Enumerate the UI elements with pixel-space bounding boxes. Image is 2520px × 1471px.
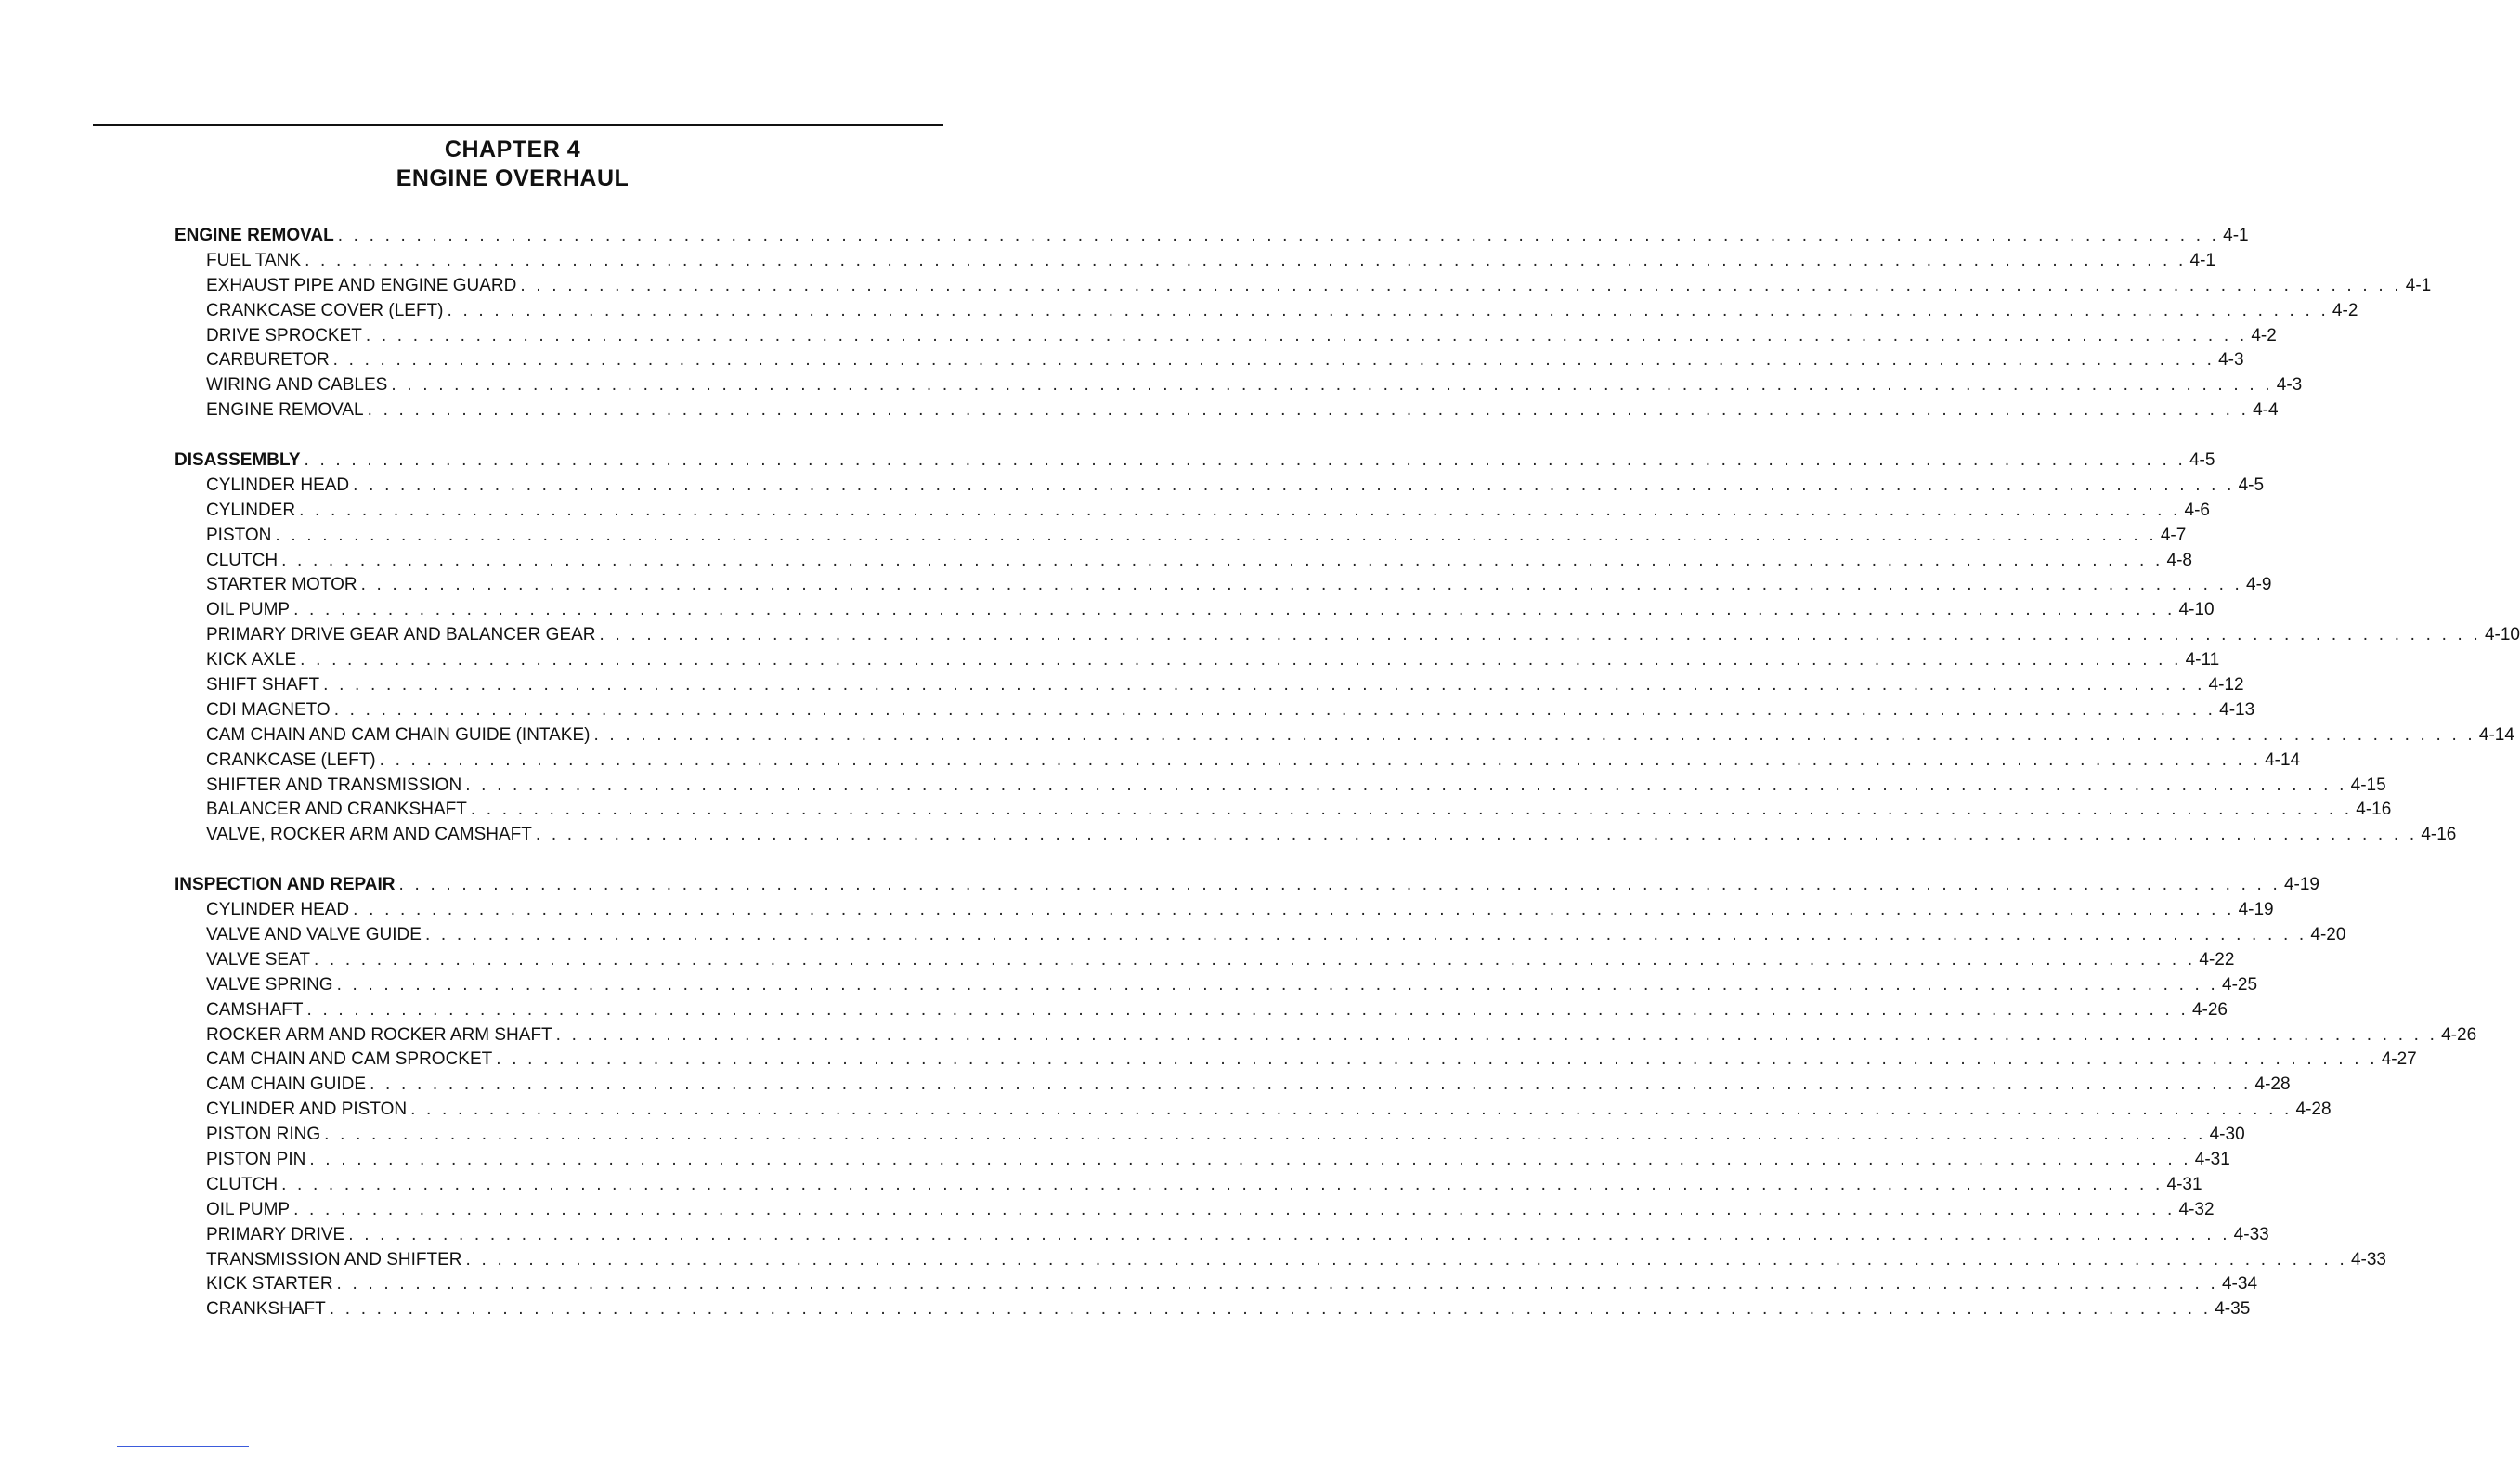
toc-entry-page: 4-22: [2199, 949, 2235, 970]
toc-entry-label: KICK AXLE: [206, 650, 297, 670]
toc-entry-label: CLUTCH: [206, 1174, 279, 1194]
toc-entry-page: 4-3: [2276, 375, 2303, 396]
toc-entry: [175, 274, 2432, 299]
dot-leader: . . . . . . . . . . . . . . . . . . . . . . . . . . . . . . . . . . . . . . . . . . . . . . . . . . . . . . . . . . . . . . . . . . . . . . . . . . . . . . . . . . . . . . . . . . . . . . . . . . . . . . . . . . . . . . . . . . . . . . . .: [348, 1224, 2230, 1244]
toc-section: [175, 873, 2477, 1322]
dot-leader: . . . . . . . . . . . . . . . . . . . . . . . . . . . . . . . . . . . . . . . . . . . . . . . . . . . . . . . . . . . . . . . . . . . . . . . . . . . . . . . . . . . . . . . . . . . . . . . . . . . . . . . . . . . . . . . . . . . . . . . .: [353, 475, 2235, 495]
toc-entry: [175, 1098, 2332, 1123]
toc-entry: [175, 573, 2272, 598]
toc-entry: [175, 598, 2215, 623]
dot-leader: . . . . . . . . . . . . . . . . . . . . . . . . . . . . . . . . . . . . . . . . . . . . . . . . . . . . . . . . . . . . . . . . . . . . . . . . . . . . . . . . . . . . . . . . . . . . . . . . . . . . . . . . . . . . . . . . . . . . . . . .: [535, 825, 2418, 845]
toc-entry-label: ENGINE REMOVAL: [206, 400, 364, 421]
toc-entry-label: OIL PUMP: [206, 1199, 291, 1219]
dot-leader: . . . . . . . . . . . . . . . . . . . . . . . . . . . . . . . . . . . . . . . . . . . . . . . . . . . . . . . . . . . . . . . . . . . . . . . . . . . . . . . . . . . . . . . . . . . . . . . . . . . . . . . . . . . . . . . . . . . . . . . .: [496, 1049, 2378, 1070]
toc-entry-page: 4-35: [2215, 1299, 2251, 1320]
toc-entry-page: 4-4: [2253, 400, 2279, 421]
toc-entry: [175, 923, 2346, 948]
toc-entry-label: PISTON: [206, 525, 272, 545]
toc-entry-page: 4-7: [2160, 525, 2187, 545]
toc-entry-label: SHIFTER AND TRANSMISSION: [206, 775, 462, 795]
toc-entry-page: 4-14: [2478, 724, 2514, 745]
toc-entry: [175, 1223, 2269, 1248]
toc-entry-page: 4-33: [2233, 1224, 2269, 1244]
toc-entry-label: CYLINDER AND PISTON: [206, 1100, 408, 1120]
toc-entry-label: VALVE AND VALVE GUIDE: [206, 924, 422, 944]
toc-entry: [175, 673, 2244, 698]
toc-entry-page: 4-8: [2166, 550, 2192, 570]
toc-entry: [175, 1023, 2477, 1048]
toc-entry-page: 4-28: [2254, 1074, 2291, 1095]
dot-leader: . . . . . . . . . . . . . . . . . . . . . . . . . . . . . . . . . . . . . . . . . . . . . . . . . . . . . . . . . . . . . . . . . . . . . . . . . . . . . . . . . . . . . . . . . . . . . . . . . . . . . . . . . . . . . . . . . . . . . . . .: [336, 1274, 2218, 1295]
dot-leader: . . . . . . . . . . . . . . . . . . . . . . . . . . . . . . . . . . . . . . . . . . . . . . . . . . . . . . . . . . . . . . . . . . . . . . . . . . . . . . . . . . . . . . . . . . . . . . . . . . . . . . . . . . . . . . . . . . . . . . . .: [304, 450, 2186, 471]
toc-entry-page: 4-1: [2223, 226, 2249, 245]
toc-entry: [175, 823, 2457, 848]
toc-entry-page: 4-31: [2166, 1174, 2202, 1194]
toc-entry-label: PRIMARY DRIVE: [206, 1224, 345, 1244]
toc-entry: [175, 1048, 2417, 1073]
toc-entry-label: CRANKSHAFT: [206, 1299, 326, 1320]
toc-entry: [175, 998, 2228, 1023]
toc-entry-label: DISASSEMBLY: [175, 450, 301, 471]
toc-entry-page: 4-25: [2222, 974, 2258, 995]
toc-entry-page: 4-34: [2221, 1274, 2258, 1295]
toc-entry-label: EXHAUST PIPE AND ENGINE GUARD: [206, 275, 517, 295]
dot-leader: . . . . . . . . . . . . . . . . . . . . . . . . . . . . . . . . . . . . . . . . . . . . . . . . . . . . . . . . . . . . . . . . . . . . . . . . . . . . . . . . . . . . . . . . . . . . . . . . . . . . . . . . . . . . . . . . . . . . . . . .: [336, 974, 2218, 995]
toc-entry-page: 4-10: [2178, 600, 2215, 620]
toc-entry-label: CAM CHAIN AND CAM CHAIN GUIDE (INTAKE): [206, 724, 591, 745]
toc-entry: [175, 1272, 2258, 1297]
toc-entry: [175, 1297, 2251, 1322]
toc-section-heading: [175, 873, 2319, 898]
toc-entry: [175, 774, 2386, 799]
dot-leader: . . . . . . . . . . . . . . . . . . . . . . . . . . . . . . . . . . . . . . . . . . . . . . . . . . . . . . . . . . . . . . . . . . . . . . . . . . . . . . . . . . . . . . . . . . . . . . . . . . . . . . . . . . . . . . . . . . . . . . . .: [337, 226, 2220, 245]
dot-leader: . . . . . . . . . . . . . . . . . . . . . . . . . . . . . . . . . . . . . . . . . . . . . . . . . . . . . . . . . . . . . . . . . . . . . . . . . . . . . . . . . . . . . . . . . . . . . . . . . . . . . . . . . . . . . . . . . . . . . . . .: [447, 300, 2329, 320]
toc-entry: [175, 324, 2277, 349]
toc-entry: [175, 549, 2192, 574]
toc-entry-label: STARTER MOTOR: [206, 575, 357, 595]
toc-entry-page: 4-11: [2185, 650, 2220, 670]
toc-entry-page: 4-10: [2484, 625, 2520, 645]
toc-entry-page: 4-13: [2219, 699, 2255, 720]
dot-leader: . . . . . . . . . . . . . . . . . . . . . . . . . . . . . . . . . . . . . . . . . . . . . . . . . . . . . . . . . . . . . . . . . . . . . . . . . . . . . . . . . . . . . . . . . . . . . . . . . . . . . . . . . . . . . . . . . . . . . . . .: [313, 949, 2196, 970]
toc-entry: [175, 749, 2301, 774]
toc-entry-label: OIL PUMP: [206, 600, 291, 620]
chapter-title: ENGINE OVERHAUL: [396, 165, 630, 191]
toc-entry: [175, 623, 2520, 648]
toc-section-heading: [175, 224, 2249, 249]
toc-section: [175, 449, 2520, 848]
toc-entry-page: 4-33: [2350, 1249, 2386, 1269]
toc-entry-label: CYLINDER: [206, 500, 296, 520]
toc-entry-page: 4-32: [2178, 1199, 2215, 1219]
dot-leader: . . . . . . . . . . . . . . . . . . . . . . . . . . . . . . . . . . . . . . . . . . . . . . . . . . . . . . . . . . . . . . . . . . . . . . . . . . . . . . . . . . . . . . . . . . . . . . . . . . . . . . . . . . . . . . . . . . . . . . . .: [391, 375, 2273, 396]
toc-entry-page: 4-28: [2295, 1100, 2332, 1120]
dot-leader: . . . . . . . . . . . . . . . . . . . . . . . . . . . . . . . . . . . . . . . . . . . . . . . . . . . . . . . . . . . . . . . . . . . . . . . . . . . . . . . . . . . . . . . . . . . . . . . . . . . . . . . . . . . . . . . . . . . . . . . .: [424, 924, 2307, 944]
dot-leader: . . . . . . . . . . . . . . . . . . . . . . . . . . . . . . . . . . . . . . . . . . . . . . . . . . . . . . . . . . . . . . . . . . . . . . . . . . . . . . . . . . . . . . . . . . . . . . . . . . . . . . . . . . . . . . . . . . . . . . . .: [305, 250, 2187, 270]
toc-entry-label: WIRING AND CABLES: [206, 375, 388, 396]
dot-leader: . . . . . . . . . . . . . . . . . . . . . . . . . . . . . . . . . . . . . . . . . . . . . . . . . . . . . . . . . . . . . . . . . . . . . . . . . . . . . . . . . . . . . . . . . . . . . . . . . . . . . . . . . . . . . . . . . . . . . . . .: [300, 650, 2182, 670]
toc-entry-page: 4-14: [2265, 749, 2301, 770]
toc-entry-label: ENGINE REMOVAL: [175, 226, 334, 245]
toc-entry-label: PISTON PIN: [206, 1149, 306, 1169]
toc-entry-label: SHIFT SHAFT: [206, 675, 320, 696]
toc-entry-page: 4-19: [2283, 875, 2319, 895]
dot-leader: . . . . . . . . . . . . . . . . . . . . . . . . . . . . . . . . . . . . . . . . . . . . . . . . . . . . . . . . . . . . . . . . . . . . . . . . . . . . . . . . . . . . . . . . . . . . . . . . . . . . . . . . . . . . . . . . . . . . . . . .: [281, 1174, 2163, 1194]
toc-entry-label: BALANCER AND CRANKSHAFT: [206, 800, 467, 820]
toc-entry: [175, 1198, 2215, 1223]
toc-entry-label: INSPECTION AND REPAIR: [175, 875, 396, 895]
toc-entry-label: FUEL TANK: [206, 250, 302, 270]
toc-entry: [175, 648, 2220, 673]
dot-leader: . . . . . . . . . . . . . . . . . . . . . . . . . . . . . . . . . . . . . . . . . . . . . . . . . . . . . . . . . . . . . . . . . . . . . . . . . . . . . . . . . . . . . . . . . . . . . . . . . . . . . . . . . . . . . . . . . . . . . . . .: [329, 1299, 2212, 1320]
toc-entry-label: CYLINDER HEAD: [206, 475, 350, 495]
toc-entry-label: VALVE SPRING: [206, 974, 333, 995]
dot-leader: . . . . . . . . . . . . . . . . . . . . . . . . . . . . . . . . . . . . . . . . . . . . . . . . . . . . . . . . . . . . . . . . . . . . . . . . . . . . . . . . . . . . . . . . . . . . . . . . . . . . . . . . . . . . . . . . . . . . . . . .: [306, 999, 2189, 1020]
toc-entry-page: 4-19: [2238, 900, 2274, 920]
toc-entry: [175, 499, 2210, 524]
toc-entry: [175, 474, 2265, 499]
toc-entry-page: 4-5: [2238, 475, 2265, 495]
toc-entry-page: 4-27: [2381, 1049, 2417, 1070]
toc-entry-page: 4-6: [2184, 500, 2210, 520]
toc-entry-label: PRIMARY DRIVE GEAR AND BALANCER GEAR: [206, 625, 596, 645]
dot-leader: . . . . . . . . . . . . . . . . . . . . . . . . . . . . . . . . . . . . . . . . . . . . . . . . . . . . . . . . . . . . . . . . . . . . . . . . . . . . . . . . . . . . . . . . . . . . . . . . . . . . . . . . . . . . . . . . . . . . . . . .: [323, 675, 2205, 696]
toc-entry-page: 4-26: [2441, 1024, 2477, 1045]
toc-entry-page: 4-2: [2332, 300, 2358, 320]
dot-leader: . . . . . . . . . . . . . . . . . . . . . . . . . . . . . . . . . . . . . . . . . . . . . . . . . . . . . . . . . . . . . . . . . . . . . . . . . . . . . . . . . . . . . . . . . . . . . . . . . . . . . . . . . . . . . . . . . . . . . . . .: [332, 350, 2215, 371]
dot-leader: . . . . . . . . . . . . . . . . . . . . . . . . . . . . . . . . . . . . . . . . . . . . . . . . . . . . . . . . . . . . . . . . . . . . . . . . . . . . . . . . . . . . . . . . . . . . . . . . . . . . . . . . . . . . . . . . . . . . . . . .: [370, 1074, 2252, 1095]
toc-entry: [175, 373, 2303, 398]
dot-leader: . . . . . . . . . . . . . . . . . . . . . . . . . . . . . . . . . . . . . . . . . . . . . . . . . . . . . . . . . . . . . . . . . . . . . . . . . . . . . . . . . . . . . . . . . . . . . . . . . . . . . . . . . . . . . . . . . . . . . . . .: [410, 1100, 2293, 1120]
toc-entry-label: TRANSMISSION AND SHIFTER: [206, 1249, 462, 1269]
toc-entry: [175, 723, 2514, 749]
toc-entry-page: 4-2: [2251, 325, 2277, 345]
dot-leader: . . . . . . . . . . . . . . . . . . . . . . . . . . . . . . . . . . . . . . . . . . . . . . . . . . . . . . . . . . . . . . . . . . . . . . . . . . . . . . . . . . . . . . . . . . . . . . . . . . . . . . . . . . . . . . . . . . . . . . . .: [470, 800, 2353, 820]
toc-entry-page: 4-15: [2350, 775, 2386, 795]
toc-entry: [175, 948, 2235, 973]
toc-entry-label: CAMSHAFT: [206, 999, 304, 1020]
toc-entry: [175, 348, 2244, 373]
toc-entry-label: ROCKER ARM AND ROCKER ARM SHAFT: [206, 1024, 552, 1045]
toc-entry: [175, 898, 2274, 923]
toc-entry: [175, 973, 2258, 998]
dot-leader: . . . . . . . . . . . . . . . . . . . . . . . . . . . . . . . . . . . . . . . . . . . . . . . . . . . . . . . . . . . . . . . . . . . . . . . . . . . . . . . . . . . . . . . . . . . . . . . . . . . . . . . . . . . . . . . . . . . . . . . .: [333, 699, 2216, 720]
dot-leader: . . . . . . . . . . . . . . . . . . . . . . . . . . . . . . . . . . . . . . . . . . . . . . . . . . . . . . . . . . . . . . . . . . . . . . . . . . . . . . . . . . . . . . . . . . . . . . . . . . . . . . . . . . . . . . . . . . . . . . . .: [465, 1249, 2347, 1269]
toc-entry-page: 4-9: [2246, 575, 2272, 595]
dot-leader: . . . . . . . . . . . . . . . . . . . . . . . . . . . . . . . . . . . . . . . . . . . . . . . . . . . . . . . . . . . . . . . . . . . . . . . . . . . . . . . . . . . . . . . . . . . . . . . . . . . . . . . . . . . . . . . . . . . . . . . .: [275, 525, 2157, 545]
toc-entry: [175, 299, 2358, 324]
dot-leader: . . . . . . . . . . . . . . . . . . . . . . . . . . . . . . . . . . . . . . . . . . . . . . . . . . . . . . . . . . . . . . . . . . . . . . . . . . . . . . . . . . . . . . . . . . . . . . . . . . . . . . . . . . . . . . . . . . . . . . . .: [309, 1149, 2191, 1169]
toc-entry-page: 4-3: [2218, 350, 2244, 371]
dot-leader: . . . . . . . . . . . . . . . . . . . . . . . . . . . . . . . . . . . . . . . . . . . . . . . . . . . . . . . . . . . . . . . . . . . . . . . . . . . . . . . . . . . . . . . . . . . . . . . . . . . . . . . . . . . . . . . . . . . . . . . .: [299, 500, 2181, 520]
toc-entry-label: CLUTCH: [206, 550, 279, 570]
toc-entry-label: CRANKCASE (LEFT): [206, 749, 376, 770]
toc-entry-label: CARBURETOR: [206, 350, 330, 371]
toc-entry-label: KICK STARTER: [206, 1274, 333, 1295]
toc-entry: [175, 1173, 2202, 1198]
toc-entry: [175, 1248, 2386, 1273]
toc-entry: [175, 698, 2255, 723]
toc-entry: [175, 1148, 2230, 1173]
dot-leader: . . . . . . . . . . . . . . . . . . . . . . . . . . . . . . . . . . . . . . . . . . . . . . . . . . . . . . . . . . . . . . . . . . . . . . . . . . . . . . . . . . . . . . . . . . . . . . . . . . . . . . . . . . . . . . . . . . . . . . . .: [465, 775, 2347, 795]
toc-entry-label: VALVE, ROCKER ARM AND CAMSHAFT: [206, 825, 532, 845]
toc-entry: [175, 798, 2392, 823]
dot-leader: . . . . . . . . . . . . . . . . . . . . . . . . . . . . . . . . . . . . . . . . . . . . . . . . . . . . . . . . . . . . . . . . . . . . . . . . . . . . . . . . . . . . . . . . . . . . . . . . . . . . . . . . . . . . . . . . . . . . . . . .: [293, 600, 2176, 620]
toc-entry-page: 4-1: [2189, 250, 2215, 270]
toc-entry-page: 4-20: [2310, 924, 2346, 944]
dot-leader: . . . . . . . . . . . . . . . . . . . . . . . . . . . . . . . . . . . . . . . . . . . . . . . . . . . . . . . . . . . . . . . . . . . . . . . . . . . . . . . . . . . . . . . . . . . . . . . . . . . . . . . . . . . . . . . . . . . . . . . .: [293, 1199, 2176, 1219]
toc-entry-label: DRIVE SPROCKET: [206, 325, 362, 345]
toc-section: [175, 224, 2432, 423]
dot-leader: . . . . . . . . . . . . . . . . . . . . . . . . . . . . . . . . . . . . . . . . . . . . . . . . . . . . . . . . . . . . . . . . . . . . . . . . . . . . . . . . . . . . . . . . . . . . . . . . . . . . . . . . . . . . . . . . . . . . . . . .: [367, 400, 2250, 421]
chapter-heading: [0, 136, 1025, 193]
toc-section-heading: [175, 449, 2215, 474]
toc-entry-label: CRANKCASE COVER (LEFT): [206, 300, 444, 320]
bottom-link-underline: [117, 1446, 249, 1447]
toc-entry: [175, 398, 2279, 423]
dot-leader: . . . . . . . . . . . . . . . . . . . . . . . . . . . . . . . . . . . . . . . . . . . . . . . . . . . . . . . . . . . . . . . . . . . . . . . . . . . . . . . . . . . . . . . . . . . . . . . . . . . . . . . . . . . . . . . . . . . . . . . .: [593, 724, 2475, 745]
toc-entry-page: 4-1: [2405, 275, 2432, 295]
chapter-number: CHAPTER 4: [444, 137, 581, 163]
toc-entry-page: 4-31: [2194, 1149, 2230, 1169]
dot-leader: . . . . . . . . . . . . . . . . . . . . . . . . . . . . . . . . . . . . . . . . . . . . . . . . . . . . . . . . . . . . . . . . . . . . . . . . . . . . . . . . . . . . . . . . . . . . . . . . . . . . . . . . . . . . . . . . . . . . . . . .: [281, 550, 2163, 570]
toc-entry: [175, 524, 2187, 549]
toc-entry-page: 4-12: [2208, 675, 2244, 696]
toc-entry-page: 4-26: [2191, 999, 2228, 1020]
dot-leader: . . . . . . . . . . . . . . . . . . . . . . . . . . . . . . . . . . . . . . . . . . . . . . . . . . . . . . . . . . . . . . . . . . . . . . . . . . . . . . . . . . . . . . . . . . . . . . . . . . . . . . . . . . . . . . . . . . . . . . . .: [555, 1024, 2438, 1045]
dot-leader: . . . . . . . . . . . . . . . . . . . . . . . . . . . . . . . . . . . . . . . . . . . . . . . . . . . . . . . . . . . . . . . . . . . . . . . . . . . . . . . . . . . . . . . . . . . . . . . . . . . . . . . . . . . . . . . . . . . . . . . .: [520, 275, 2402, 295]
toc-entry-label: CAM CHAIN GUIDE: [206, 1074, 367, 1095]
dot-leader: . . . . . . . . . . . . . . . . . . . . . . . . . . . . . . . . . . . . . . . . . . . . . . . . . . . . . . . . . . . . . . . . . . . . . . . . . . . . . . . . . . . . . . . . . . . . . . . . . . . . . . . . . . . . . . . . . . . . . . . .: [599, 625, 2481, 645]
dot-leader: . . . . . . . . . . . . . . . . . . . . . . . . . . . . . . . . . . . . . . . . . . . . . . . . . . . . . . . . . . . . . . . . . . . . . . . . . . . . . . . . . . . . . . . . . . . . . . . . . . . . . . . . . . . . . . . . . . . . . . . .: [353, 900, 2235, 920]
toc-entry-label: PISTON RING: [206, 1125, 321, 1145]
toc-entry-page: 4-16: [2421, 825, 2457, 845]
dot-leader: . . . . . . . . . . . . . . . . . . . . . . . . . . . . . . . . . . . . . . . . . . . . . . . . . . . . . . . . . . . . . . . . . . . . . . . . . . . . . . . . . . . . . . . . . . . . . . . . . . . . . . . . . . . . . . . . . . . . . . . .: [398, 875, 2280, 895]
dot-leader: . . . . . . . . . . . . . . . . . . . . . . . . . . . . . . . . . . . . . . . . . . . . . . . . . . . . . . . . . . . . . . . . . . . . . . . . . . . . . . . . . . . . . . . . . . . . . . . . . . . . . . . . . . . . . . . . . . . . . . . .: [365, 325, 2248, 345]
dot-leader: . . . . . . . . . . . . . . . . . . . . . . . . . . . . . . . . . . . . . . . . . . . . . . . . . . . . . . . . . . . . . . . . . . . . . . . . . . . . . . . . . . . . . . . . . . . . . . . . . . . . . . . . . . . . . . . . . . . . . . . .: [360, 575, 2243, 595]
toc-entry: [175, 1073, 2291, 1098]
toc-entry-page: 4-30: [2209, 1125, 2245, 1145]
toc-entry-label: CYLINDER HEAD: [206, 900, 350, 920]
toc-entry-page: 4-5: [2189, 450, 2215, 471]
toc-entry: [175, 249, 2215, 274]
toc-entry-page: 4-16: [2356, 800, 2392, 820]
toc-entry-label: CDI MAGNETO: [206, 699, 331, 720]
top-rule: [93, 124, 943, 126]
toc-entry-label: VALVE SEAT: [206, 949, 310, 970]
table-of-contents: [175, 224, 2520, 1347]
dot-leader: . . . . . . . . . . . . . . . . . . . . . . . . . . . . . . . . . . . . . . . . . . . . . . . . . . . . . . . . . . . . . . . . . . . . . . . . . . . . . . . . . . . . . . . . . . . . . . . . . . . . . . . . . . . . . . . . . . . . . . . .: [324, 1125, 2206, 1145]
toc-entry-label: CAM CHAIN AND CAM SPROCKET: [206, 1049, 493, 1070]
toc-entry: [175, 1123, 2245, 1148]
dot-leader: . . . . . . . . . . . . . . . . . . . . . . . . . . . . . . . . . . . . . . . . . . . . . . . . . . . . . . . . . . . . . . . . . . . . . . . . . . . . . . . . . . . . . . . . . . . . . . . . . . . . . . . . . . . . . . . . . . . . . . . .: [379, 749, 2262, 770]
